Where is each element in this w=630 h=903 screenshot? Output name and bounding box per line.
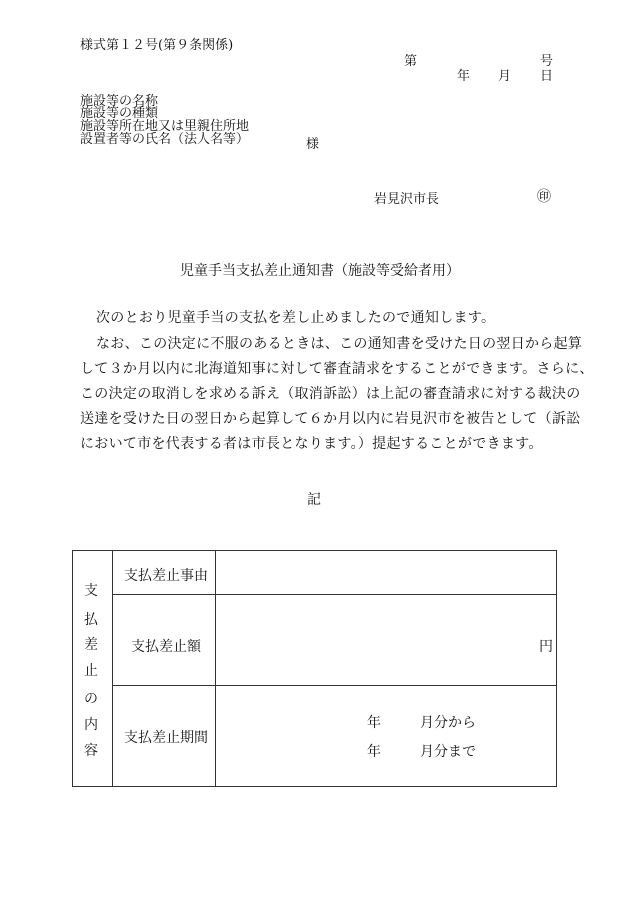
vertical-header-char: の <box>84 691 98 707</box>
period-to-year: 年 <box>367 744 381 760</box>
amount-unit: 円 <box>539 639 553 655</box>
table-border-top <box>72 550 557 551</box>
vertical-header-char: 内 <box>84 717 98 733</box>
vertical-header-char: 支 <box>84 583 98 599</box>
honorific: 様 <box>306 137 320 152</box>
period-from-month: 月分から <box>420 715 476 731</box>
body-line-6: において市を代表する者は市長となります。）提起することができます。 <box>80 436 543 452</box>
period-to-month: 月分まで <box>420 744 476 760</box>
table-divider-col2 <box>215 550 216 787</box>
body-line-2: なお、この決定に不服のあるときは、この通知書を受けた日の翌日から起算 <box>96 336 583 352</box>
document-number-suffix: 号 <box>540 54 554 69</box>
facility-address-label: 施設等所在地又は里親住所地 <box>80 119 250 134</box>
table-divider-row1 <box>112 594 557 595</box>
seal-mark: ㊞ <box>537 189 551 205</box>
period-label: 支払差止期間 <box>124 730 208 746</box>
table-divider-col1 <box>112 550 113 787</box>
table-border-left <box>72 550 73 787</box>
issuer-mayor: 岩見沢市長 <box>374 192 440 207</box>
date-month: 月 <box>498 69 512 84</box>
facility-type-label: 施設等の種類 <box>80 106 159 121</box>
document-title: 児童手当支払差止通知書（施設等受給者用） <box>180 263 460 279</box>
document-number-prefix: 第 <box>404 54 418 69</box>
body-line-4: この決定の取消しを求める訴え（取消訴訟）は上記の審査請求に対する裁決の <box>80 386 581 402</box>
founder-name-label: 設置者等の氏名（法人名等） <box>80 132 250 147</box>
table-border-bottom <box>72 786 557 787</box>
table-divider-row2 <box>112 685 557 686</box>
period-from-year: 年 <box>367 715 381 731</box>
vertical-header-char: 差 <box>84 637 98 653</box>
body-line-5: 送達を受けた日の翌日から起算して６か月以内に岩見沢市を被告として（訴訟 <box>80 411 581 427</box>
vertical-header-char: 容 <box>84 743 98 759</box>
ki-heading: 記 <box>307 492 321 508</box>
reason-label: 支払差止事由 <box>124 568 208 584</box>
form-number: 様式第１２号(第９条関係) <box>80 38 234 53</box>
vertical-header-char: 払 <box>84 612 98 628</box>
amount-label: 支払差止額 <box>131 639 201 655</box>
table-border-right <box>556 550 557 787</box>
body-line-1: 次のとおり児童手当の支払を差し止めましたので通知します。 <box>96 310 496 326</box>
body-line-3: して３か月以内に北海道知事に対して審査請求をすることができます。さらに、 <box>80 361 594 377</box>
date-year: 年 <box>457 69 471 84</box>
vertical-header-char: 止 <box>84 663 98 679</box>
facility-name-label: 施設等の名称 <box>80 94 159 109</box>
date-day: 日 <box>540 69 554 84</box>
